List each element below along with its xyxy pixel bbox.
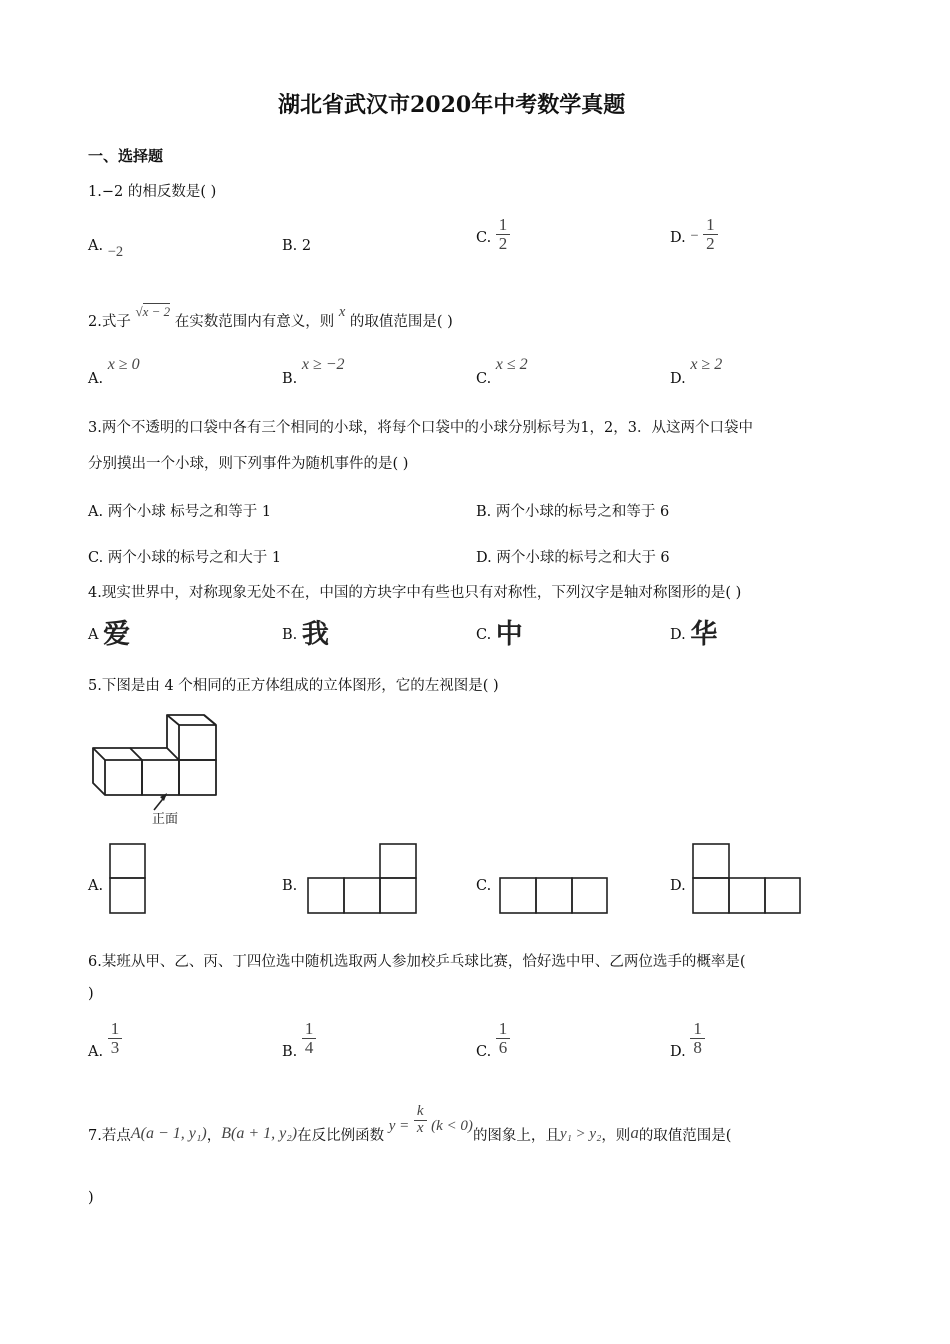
option-value: x ≥ −2 [301, 356, 345, 373]
q1-option-b[interactable] [282, 238, 311, 254]
question-6-line-1: 6.某班从甲、乙、丙、丁四位选中随机选取两人参加校乒乓球比赛，恰好选中甲、乙两位选手的概率是( [88, 954, 746, 970]
q3-option-a[interactable]: A. 两个小球 标号之和等于 1 [88, 504, 272, 520]
sqrt-radicand: x − 2 [142, 304, 171, 319]
function-condition: (k < 0) [431, 1118, 473, 1135]
question-6-line-2: ) [88, 986, 94, 1002]
question-3-line-1: 3.两个不透明的口袋中各有三个相同的小球，将每个口袋中的小球分别标号为1，2，3．从这两个口袋中 [88, 420, 754, 436]
fraction-numerator: 1 [302, 1020, 317, 1039]
fraction [108, 1020, 123, 1057]
q2-post: 的取值范围是( ) [349, 314, 453, 330]
option-label: C. [476, 371, 492, 387]
q5-option-d[interactable] [670, 878, 686, 894]
fraction-denominator: 6 [498, 1037, 508, 1057]
q2-option-c[interactable] [476, 356, 528, 387]
q1-option-d[interactable] [670, 216, 718, 253]
fraction-numerator: 1 [496, 216, 511, 235]
option-value: x ≥ 2 [690, 356, 723, 373]
section-heading: 一、选择题 [88, 147, 164, 165]
q7-pre: 7.若点 [88, 1128, 131, 1145]
front-label: 正面 [152, 812, 179, 827]
point-b: B(a + 1, y₂) [221, 1125, 298, 1143]
minus-sign: − [690, 228, 699, 245]
q7-sep: ， [206, 1128, 222, 1145]
q4-option-a[interactable] [88, 612, 130, 651]
option-label: B. [282, 878, 298, 894]
q3-option-b[interactable]: B. 两个小球的标号之和等于 6 [476, 504, 670, 520]
fraction-numerator: 1 [690, 1020, 705, 1039]
fraction [496, 1020, 511, 1057]
q4-option-d[interactable] [670, 612, 717, 651]
q1-option-c[interactable] [476, 216, 510, 253]
q6-option-d[interactable] [670, 1019, 705, 1061]
q6-option-c[interactable] [476, 1019, 510, 1061]
page-title: 湖北省武汉市2020年中考数学真题 [278, 92, 626, 118]
question-5-text: 5.下图是由 4 个相同的正方体组成的立体图形，它的左视图是( ) [88, 678, 499, 694]
option-label: D. [670, 1044, 686, 1061]
sqrt-expression: √x − 2 [135, 304, 171, 319]
q4-option-c[interactable] [476, 612, 523, 651]
character-image: 华 [690, 619, 718, 650]
q6-option-a[interactable] [88, 1019, 122, 1061]
point-a: A(a − 1, y₁) [130, 1125, 207, 1143]
q2-mid: 在实数范围内有意义，则 [174, 314, 335, 330]
option-value: x ≥ 0 [107, 356, 140, 373]
q5-option-a-figure [108, 843, 148, 915]
q7-post: 的取值范围是( [638, 1128, 732, 1145]
cube-figure [88, 712, 228, 827]
question-7-line-1 [88, 1103, 732, 1145]
q4-option-b[interactable] [282, 612, 329, 651]
q5-option-c-figure [498, 876, 610, 916]
option-label: C. [476, 1044, 492, 1061]
fraction-denominator: 3 [110, 1037, 120, 1057]
option-label: C. [476, 878, 492, 894]
character-image: 爱 [103, 619, 131, 650]
option-label: A. [88, 1044, 104, 1061]
option-label: B. [282, 371, 298, 387]
question-4-text: 4.现实世界中，对称现象无处不在，中国的方块字中有些也只有对称性，下列汉字是轴对称图形的是( ) [88, 585, 742, 601]
question-7-line-2: ) [88, 1190, 94, 1206]
q1-option-a[interactable] [88, 238, 124, 260]
option-value: x ≤ 2 [495, 356, 528, 373]
q2-option-b[interactable] [282, 356, 345, 387]
fraction [703, 216, 718, 253]
option-label: A [88, 627, 99, 643]
fraction-numerator: 1 [108, 1020, 123, 1039]
fraction-denominator: 4 [304, 1037, 314, 1057]
option-label: A. [88, 238, 104, 254]
option-value: 2 [301, 238, 312, 254]
q5-option-b[interactable] [282, 878, 297, 894]
function-numerator: k [414, 1104, 427, 1121]
fraction-denominator: 8 [693, 1037, 702, 1057]
q3-option-d[interactable]: D. 两个小球的标号之和大于 6 [476, 550, 670, 566]
option-label: B. [282, 238, 298, 254]
fraction-numerator: 1 [496, 1020, 511, 1039]
fraction [302, 1020, 317, 1057]
q5-option-b-figure [306, 843, 420, 915]
character-image: 我 [301, 619, 329, 650]
fraction [496, 216, 511, 253]
option-label: B. [282, 627, 298, 643]
fraction-denominator: 2 [706, 233, 715, 253]
q2-option-d[interactable] [670, 356, 723, 387]
option-label: C. [476, 627, 492, 643]
q5-option-c[interactable] [476, 878, 491, 894]
character-image: 中 [495, 619, 523, 650]
option-label: D. [670, 627, 686, 643]
q3-option-c[interactable]: C. 两个小球的标号之和大于 1 [88, 550, 282, 566]
option-label: B. [282, 1044, 298, 1061]
function-lhs: y = [388, 1118, 410, 1135]
q7-mid2: 的图象上，且 [472, 1128, 560, 1145]
fraction [690, 1020, 705, 1057]
q2-pre: 2.式子 [88, 314, 131, 330]
option-label: A. [88, 878, 104, 894]
question-3-line-2: 分别摸出一个小球，则下列事件为随机事件的是( ) [88, 456, 409, 472]
function-denominator: x [416, 1119, 424, 1136]
q5-option-d-figure [691, 843, 803, 915]
option-label: C. [476, 230, 492, 247]
fraction-denominator: 2 [498, 233, 508, 253]
variable-a: a [630, 1123, 639, 1143]
q2-option-a[interactable] [88, 356, 140, 387]
q7-mid3: ，则 [601, 1128, 631, 1145]
option-label: D. [670, 878, 686, 894]
option-label: A. [88, 371, 104, 387]
q7-mid: 在反比例函数 [297, 1128, 385, 1145]
option-value: −2 [107, 244, 124, 260]
q5-option-a[interactable] [88, 878, 103, 894]
inequality: y₁ > y₂ [559, 1126, 602, 1143]
option-label: D. [670, 371, 686, 387]
fraction-numerator: 1 [703, 216, 718, 235]
question-1-text: 1.−2 的相反数是( ) [88, 184, 217, 200]
q6-option-b[interactable] [282, 1019, 316, 1061]
variable-x: x [338, 304, 346, 320]
option-label: D. [670, 230, 686, 247]
function-fraction [414, 1104, 427, 1137]
question-2-text [88, 300, 453, 330]
